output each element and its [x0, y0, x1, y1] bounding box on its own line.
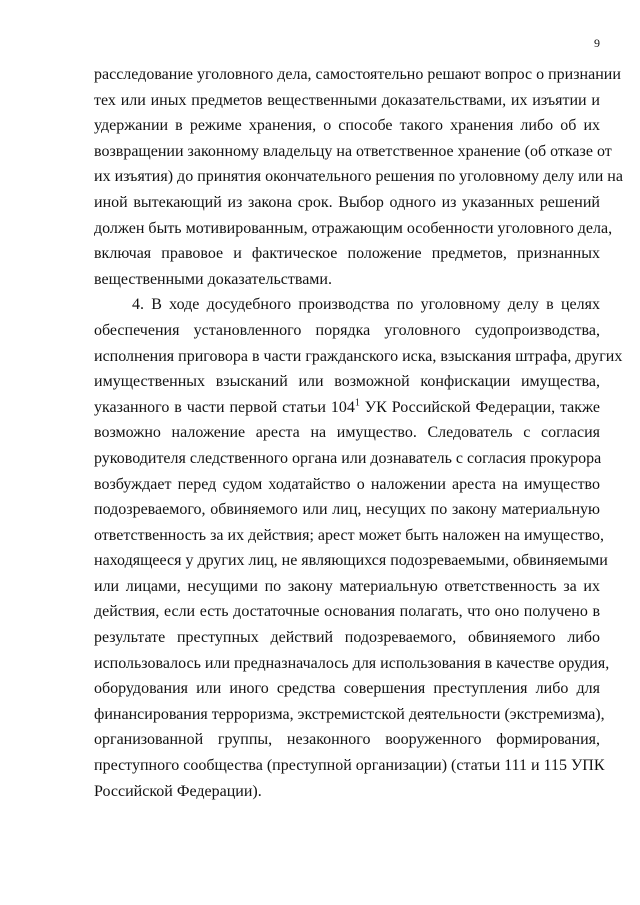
text-line: имущественных взысканий или возможной конфискации имущества, — [94, 373, 600, 391]
text-line: должен быть мотивированным, отражающим особенности уголовного дела, — [94, 219, 613, 237]
text-line: тех или иных предметов вещественными доказательствами, их изъятии и — [94, 91, 600, 109]
text-line: результате преступных действий подозреваемого, обвиняемого либо — [94, 629, 600, 647]
paragraph-1 — [94, 62, 623, 292]
superscript: 1 — [354, 397, 360, 409]
text-line: 4. В ходе досудебного производства по уголовному делу в целях — [132, 296, 600, 314]
text-line: подозреваемого, обвиняемого или лиц, несущих по закону материальную — [94, 501, 600, 519]
text-line: возможно наложение ареста на имущество. Следователь с согласия — [94, 424, 600, 442]
text-fragment: УК Российской Федерации, также — [359, 398, 601, 416]
paragraph-2 — [94, 292, 623, 804]
text-line: исполнения приговора в части гражданского иска, взыскания штрафа, других — [94, 347, 623, 365]
text-line: находящееся у других лиц, не являющихся подозреваемыми, обвиняемыми — [94, 552, 608, 570]
text-line: использовалось или предназначалось для использования в качестве орудия, — [94, 654, 610, 672]
text-line: вещественными доказательствами. — [94, 270, 332, 288]
text-line: их изъятия) до принятия окончательного решения по уголовному делу или на — [94, 168, 623, 186]
text-line: обеспечения установленного порядка уголовного судопроизводства, — [94, 321, 600, 339]
text-line-with-superscript — [94, 395, 600, 421]
text-line: организованной группы, незаконного вооруженного формирования, — [94, 731, 600, 749]
text-line: или лицами, несущими по закону материальную ответственность за их — [94, 577, 600, 595]
text-line: Российской Федерации). — [94, 782, 262, 800]
document-body — [94, 62, 623, 804]
text-line: ответственность за их действия; арест может быть наложен на имущество, — [94, 526, 605, 544]
text-line: оборудования или иного средства совершения преступления либо для — [94, 680, 600, 698]
text-line: возбуждает перед судом ходатайство о наложении ареста на имущество — [94, 475, 600, 493]
text-line: расследование уголовного дела, самостоятельно решают вопрос о признании — [94, 66, 621, 83]
text-fragment: указанного в части первой статьи 104 — [94, 398, 355, 416]
text-line: иной вытекающий из закона срок. Выбор одного из указанных решений — [94, 193, 600, 211]
text-line: действия, если есть достаточные основания полагать, что оно получено в — [94, 603, 600, 621]
text-line: финансирования терроризма, экстремистской деятельности (экстремизма), — [94, 705, 605, 723]
text-line: преступного сообщества (преступной организации) (статьи 111 и 115 УПК — [94, 757, 605, 775]
text-line: удержании в режиме хранения, о способе такого хранения либо об их — [94, 117, 600, 135]
text-line: возвращении законному владельцу на ответственное хранение (об отказе от — [94, 142, 612, 160]
page-number: 9 — [594, 36, 600, 50]
text-line: руководителя следственного органа или дознаватель с согласия прокурора — [94, 449, 602, 467]
text-line: включая правовое и фактическое положение предметов, признанных — [94, 245, 600, 263]
